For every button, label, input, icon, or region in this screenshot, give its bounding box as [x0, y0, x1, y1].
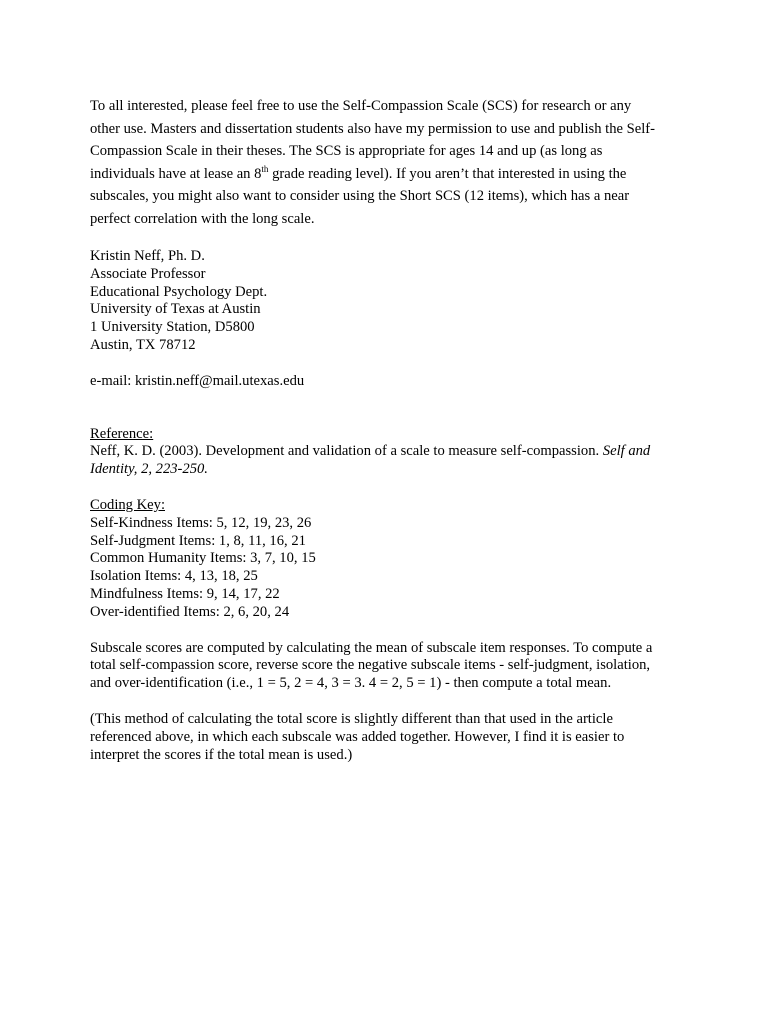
note-line-2: referenced above, in which each subscale was added together. However, I find it is easier to	[90, 728, 625, 745]
reference-text: Neff, K. D. (2003). Development and validation of a scale to measure self-compassion.	[90, 443, 603, 460]
reference-block	[90, 426, 680, 479]
subscale-line-1: Subscale scores are computed by calculating the mean of subscale item responses. To compute a	[90, 639, 653, 656]
coding-key-item: Isolation Items: 4, 13, 18, 25	[90, 568, 258, 585]
intro-line-4-sup: th	[261, 163, 269, 174]
contact-university: University of Texas at Austin	[90, 301, 261, 318]
coding-key-item: Mindfulness Items: 9, 14, 17, 22	[90, 585, 280, 602]
reference-journal-2: Identity, 2, 223-250.	[90, 461, 208, 478]
reference-journal-1: Self and	[602, 443, 651, 460]
intro-line-5: subscales, you might also want to consider using the Short SCS (12 items), which has a near	[90, 188, 630, 204]
subscale-line-3: and over-identification (i.e., 1 = 5, 2 = 4, 3 = 3. 4 = 2, 5 = 1) - then compute a total mean.	[90, 675, 612, 692]
coding-key-item: Self-Kindness Items: 5, 12, 19, 23, 26	[90, 514, 312, 531]
contact-address-1: 1 University Station, D5800	[90, 319, 255, 336]
intro-paragraph	[90, 95, 680, 230]
coding-key-heading: Coding Key:	[90, 496, 165, 513]
intro-line-6: perfect correlation with the long scale.	[90, 210, 315, 227]
intro-line-4-pre: individuals have at lease an 8	[90, 165, 262, 182]
intro-line-4-post: grade reading level). If you aren’t that interested in using the	[268, 165, 627, 182]
intro-line-2: other use. Masters and dissertation students also have my permission to use and publish the Self-	[90, 120, 656, 137]
contact-block	[90, 248, 680, 355]
contact-title: Associate Professor	[90, 265, 206, 282]
email-block	[90, 373, 680, 391]
note-line-1: (This method of calculating the total score is slightly different than that used in the article	[90, 710, 613, 727]
contact-address-2: Austin, TX 78712	[90, 336, 196, 353]
subscale-line-2: total self-compassion score, reverse score the negative subscale items - self-judgment, isolation,	[90, 657, 651, 674]
note-line-3: interpret the scores if the total mean is used.)	[90, 746, 353, 763]
intro-line-1: To all interested, please feel free to use the Self-Compassion Scale (SCS) for research or any	[90, 98, 632, 114]
contact-name: Kristin Neff, Ph. D.	[90, 248, 205, 264]
coding-key-item: Common Humanity Items: 3, 7, 10, 15	[90, 550, 316, 567]
coding-key-item: Over-identified Items: 2, 6, 20, 24	[90, 603, 290, 620]
subscale-paragraph	[90, 640, 680, 693]
coding-key-item: Self-Judgment Items: 1, 8, 11, 16, 21	[90, 532, 306, 549]
intro-line-4	[90, 163, 680, 186]
coding-key-block	[90, 497, 680, 622]
reference-line-1	[90, 443, 680, 461]
contact-dept: Educational Psychology Dept.	[90, 283, 268, 300]
contact-email: e-mail: kristin.neff@mail.utexas.edu	[90, 372, 305, 389]
reference-heading: Reference:	[90, 425, 154, 442]
note-paragraph	[90, 711, 680, 764]
intro-line-3: Compassion Scale in their theses. The SCS is appropriate for ages 14 and up (as long as	[90, 143, 603, 159]
document-page	[90, 95, 680, 764]
